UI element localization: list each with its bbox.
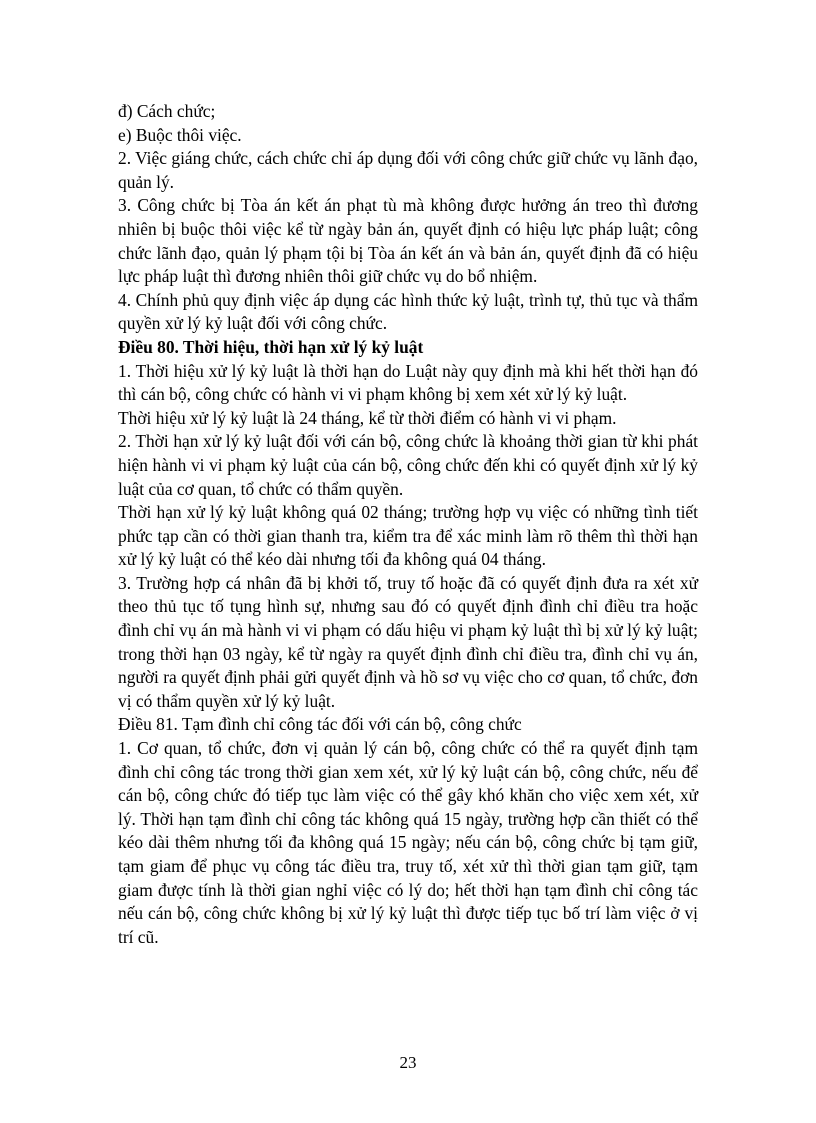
article-80-clause-1: 1. Thời hiệu xử lý kỷ luật là thời hạn do Luật này quy định mà khi hết thời hạn đó thì cán bộ, công chức có hành vi vi phạm không bị xem xét xử lý kỷ luật. (118, 360, 698, 405)
document-body (118, 100, 698, 949)
page-number: 23 (399, 1053, 417, 1072)
list-item-buoc-thoi-viec: e) Buộc thôi việc. (118, 124, 242, 145)
article-80-clause-2-detail: Thời hạn xử lý kỷ luật không quá 02 tháng; trường hợp vụ việc có những tình tiết phức tạp cần có thời gian thanh tra, kiểm tra để xác minh làm rõ thêm thì thời hạn xử lý kỷ luật có thể kéo dài nhưng tối đa không quá 04 tháng. (118, 502, 698, 570)
clause-3-ket-an: 3. Công chức bị Tòa án kết án phạt tù mà không được hưởng án treo thì đương nhiên bị buộc thôi việc kể từ ngày bản án, quyết định có hiệu lực pháp luật; công chức lãnh đạo, quản lý phạm tội bị Tòa án kết án và bản án, quyết định đã có hiệu lực pháp luật thì đương nhiên thôi giữ chức vụ do bổ nhiệm. (118, 195, 698, 287)
article-80-clause-2: 2. Thời hạn xử lý kỷ luật đối với cán bộ, công chức là khoảng thời gian từ khi phát hiện hành vi vi phạm kỷ luật của cán bộ, công chức đến khi có quyết định xử lý kỷ luật của cơ quan, tổ chức có thẩm quyền. (118, 431, 698, 499)
clause-2-giang-chuc: 2. Việc giáng chức, cách chức chỉ áp dụng đối với công chức giữ chức vụ lãnh đạo, quản lý. (118, 148, 698, 192)
list-item-cach-chuc: đ) Cách chức; (118, 101, 216, 121)
article-80-clause-1-detail: Thời hiệu xử lý kỷ luật là 24 tháng, kể từ thời điểm có hành vi vi phạm. (118, 407, 617, 428)
article-81-clause-1: 1. Cơ quan, tổ chức, đơn vị quản lý cán bộ, công chức có thể ra quyết định tạm đình chỉ công tác trong thời gian xem xét, xử lý kỷ luật cán bộ, công chức, nếu để cán bộ, công chức đó tiếp tục làm việc có thể gây khó khăn cho việc xem xét, xử lý. Thời hạn tạm đình chỉ công tác không quá 15 ngày, trường hợp cần thiết có thể kéo dài thêm nhưng tối đa không quá 15 ngày; nếu cán bộ, công chức bị tạm giữ, tạm giam để phục vụ công tác điều tra, truy tố, xét xử thì thời gian tạm giữ, tạm giam được tính là thời gian nghỉ việc có lý do; hết thời hạn tạm đình chỉ công tác nếu cán bộ, công chức không bị xử lý kỷ luật thì được tiếp tục bố trí làm việc ở vị trí cũ. (118, 738, 698, 947)
clause-4-chinh-phu: 4. Chính phủ quy định việc áp dụng các hình thức kỷ luật, trình tự, thủ tục và thẩm quyền xử lý kỷ luật đối với công chức. (118, 289, 698, 334)
article-80-heading: Điều 80. Thời hiệu, thời hạn xử lý kỷ luật (118, 336, 424, 357)
article-80-clause-3: 3. Trường hợp cá nhân đã bị khởi tố, truy tố hoặc đã có quyết định đưa ra xét xử theo thủ tục tố tụng hình sự, nhưng sau đó có quyết định đình chỉ điều tra hoặc đình chỉ vụ án mà hành vi vi phạm có dấu hiệu vi phạm kỷ luật thì bị xử lý kỷ luật; trong thời hạn 03 ngày, kể từ ngày ra quyết định đình chỉ điều tra, đình chỉ vụ án, người ra quyết định phải gửi quyết định và hồ sơ vụ việc cho cơ quan, tổ chức, đơn vị có thẩm quyền xử lý kỷ luật. (118, 572, 698, 711)
article-81-heading: Điều 81. Tạm đình chỉ công tác đối với cán bộ, công chức (118, 714, 522, 735)
